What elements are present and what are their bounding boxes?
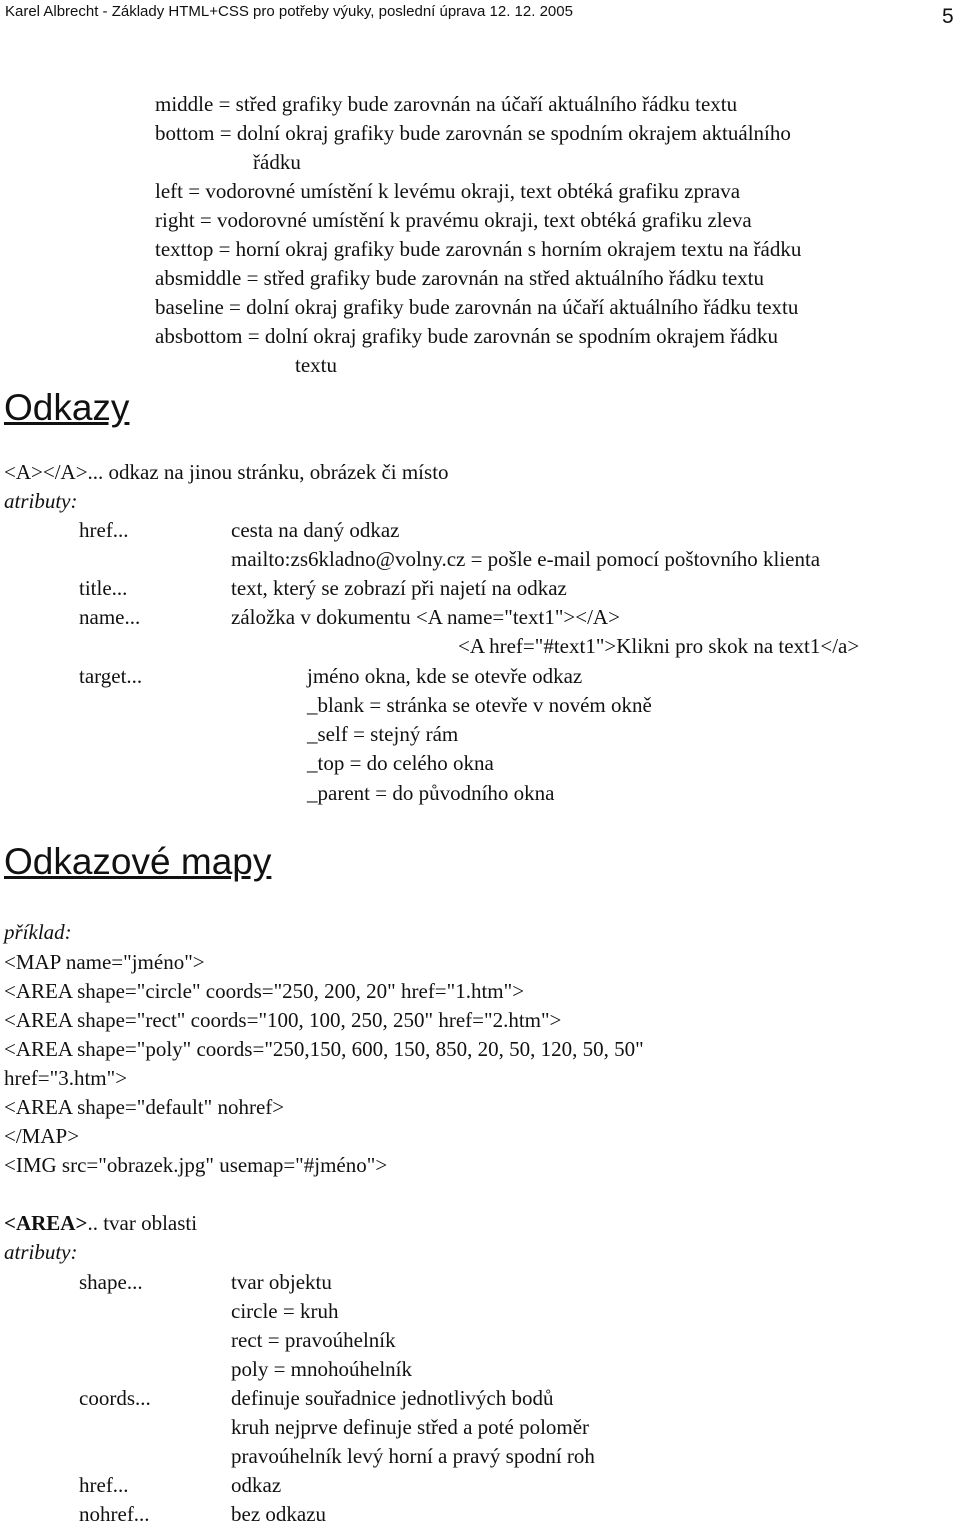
area-intro-rest: .. tvar oblasti bbox=[87, 1211, 198, 1235]
attr-nohref-desc: bez odkazu bbox=[231, 1502, 327, 1526]
code-line: <MAP name="jméno"> bbox=[4, 950, 205, 974]
shape-value: rect = pravoúhelník bbox=[231, 1328, 396, 1352]
attr-name-desc: záložka v dokumentu <A name="text1"></A> bbox=[231, 605, 620, 629]
links-intro: <A></A>... odkaz na jinou stránku, obrázek či místo bbox=[4, 460, 449, 484]
code-line: <IMG src="obrazek.jpg" usemap="#jméno"> bbox=[4, 1153, 388, 1177]
attr-title-label: title... bbox=[79, 576, 128, 600]
attr-coords-label: coords... bbox=[79, 1386, 151, 1410]
code-line: <AREA shape="poly" coords="250,150, 600, 150, 850, 20, 50, 120, 50, 50" bbox=[4, 1037, 644, 1061]
attr-href-desc: cesta na daný odkaz bbox=[231, 518, 400, 542]
area-intro bbox=[4, 1213, 197, 1234]
align-absmiddle: absmiddle = střed grafiky bude zarovnán na střed aktuálního řádku textu bbox=[155, 266, 764, 290]
code-line: <AREA shape="circle" coords="250, 200, 20" href="1.htm"> bbox=[4, 979, 525, 1003]
attr-name-example: <A href="#text1">Klikni pro skok na text1</a> bbox=[458, 634, 860, 658]
align-absbottom-cont: textu bbox=[295, 353, 337, 377]
section-heading-links: Odkazy bbox=[4, 387, 130, 428]
attr-href-desc: odkaz bbox=[231, 1473, 282, 1497]
attr-target-desc: jméno okna, kde se otevře odkaz bbox=[307, 664, 583, 688]
maps-attributes-label: atributy: bbox=[4, 1240, 78, 1264]
attr-target-label: target... bbox=[79, 664, 143, 688]
align-left: left = vodorovné umístění k levému okraji, text obtéká grafiku zprava bbox=[155, 179, 741, 203]
target-self: _self = stejný rám bbox=[307, 722, 459, 746]
align-absbottom: absbottom = dolní okraj grafiky bude zarovnán se spodním okrajem řádku bbox=[155, 324, 779, 348]
target-blank: _blank = stránka se otevře v novém okně bbox=[307, 693, 652, 717]
code-line: href="3.htm"> bbox=[4, 1066, 128, 1090]
align-right: right = vodorovné umístění k pravému okraji, text obtéká grafiku zleva bbox=[155, 208, 752, 232]
attr-href-label: href... bbox=[79, 1473, 129, 1497]
attr-name-label: name... bbox=[79, 605, 141, 629]
page-number: 5 bbox=[942, 5, 954, 28]
attr-shape-label: shape... bbox=[79, 1270, 143, 1294]
align-texttop: texttop = horní okraj grafiky bude zarovnán s horním okrajem textu na řádku bbox=[155, 237, 802, 261]
attr-href-example: mailto:zs6kladno@volny.cz = pošle e-mail pomocí poštovního klienta bbox=[231, 547, 821, 571]
coords-value: pravoúhelník levý horní a pravý spodní roh bbox=[231, 1444, 595, 1468]
align-bottom: bottom = dolní okraj grafiky bude zarovnán se spodním okrajem aktuálního bbox=[155, 121, 791, 145]
shape-value: tvar objektu bbox=[231, 1270, 332, 1294]
target-parent: _parent = do původního okna bbox=[307, 781, 555, 805]
attr-nohref-label: nohref... bbox=[79, 1502, 150, 1526]
align-baseline: baseline = dolní okraj grafiky bude zarovnán na účaří aktuálního řádku textu bbox=[155, 295, 799, 319]
code-line: </MAP> bbox=[4, 1124, 80, 1148]
code-line: <AREA shape="default" nohref> bbox=[4, 1095, 285, 1119]
attr-href-label: href... bbox=[79, 518, 129, 542]
align-bottom-cont: řádku bbox=[253, 150, 301, 174]
area-tag: <AREA> bbox=[4, 1211, 88, 1235]
shape-value: circle = kruh bbox=[231, 1299, 339, 1323]
maps-example-label: příklad: bbox=[4, 920, 72, 944]
coords-value: definuje souřadnice jednotlivých bodů bbox=[231, 1386, 554, 1410]
align-middle: middle = střed grafiky bude zarovnán na účaří aktuálního řádku textu bbox=[155, 92, 738, 116]
shape-value: poly = mnohoúhelník bbox=[231, 1357, 413, 1381]
attr-title-desc: text, který se zobrazí při najetí na odkaz bbox=[231, 576, 567, 600]
document-header: Karel Albrecht - Základy HTML+CSS pro potřeby výuky, poslední úprava 12. 12. 2005 bbox=[5, 3, 573, 20]
coords-value: kruh nejprve definuje střed a poté poloměr bbox=[231, 1415, 590, 1439]
target-top: _top = do celého okna bbox=[307, 751, 494, 775]
code-line: <AREA shape="rect" coords="100, 100, 250, 250" href="2.htm"> bbox=[4, 1008, 562, 1032]
section-heading-image-maps: Odkazové mapy bbox=[4, 841, 272, 882]
links-attributes-label: atributy: bbox=[4, 489, 78, 513]
